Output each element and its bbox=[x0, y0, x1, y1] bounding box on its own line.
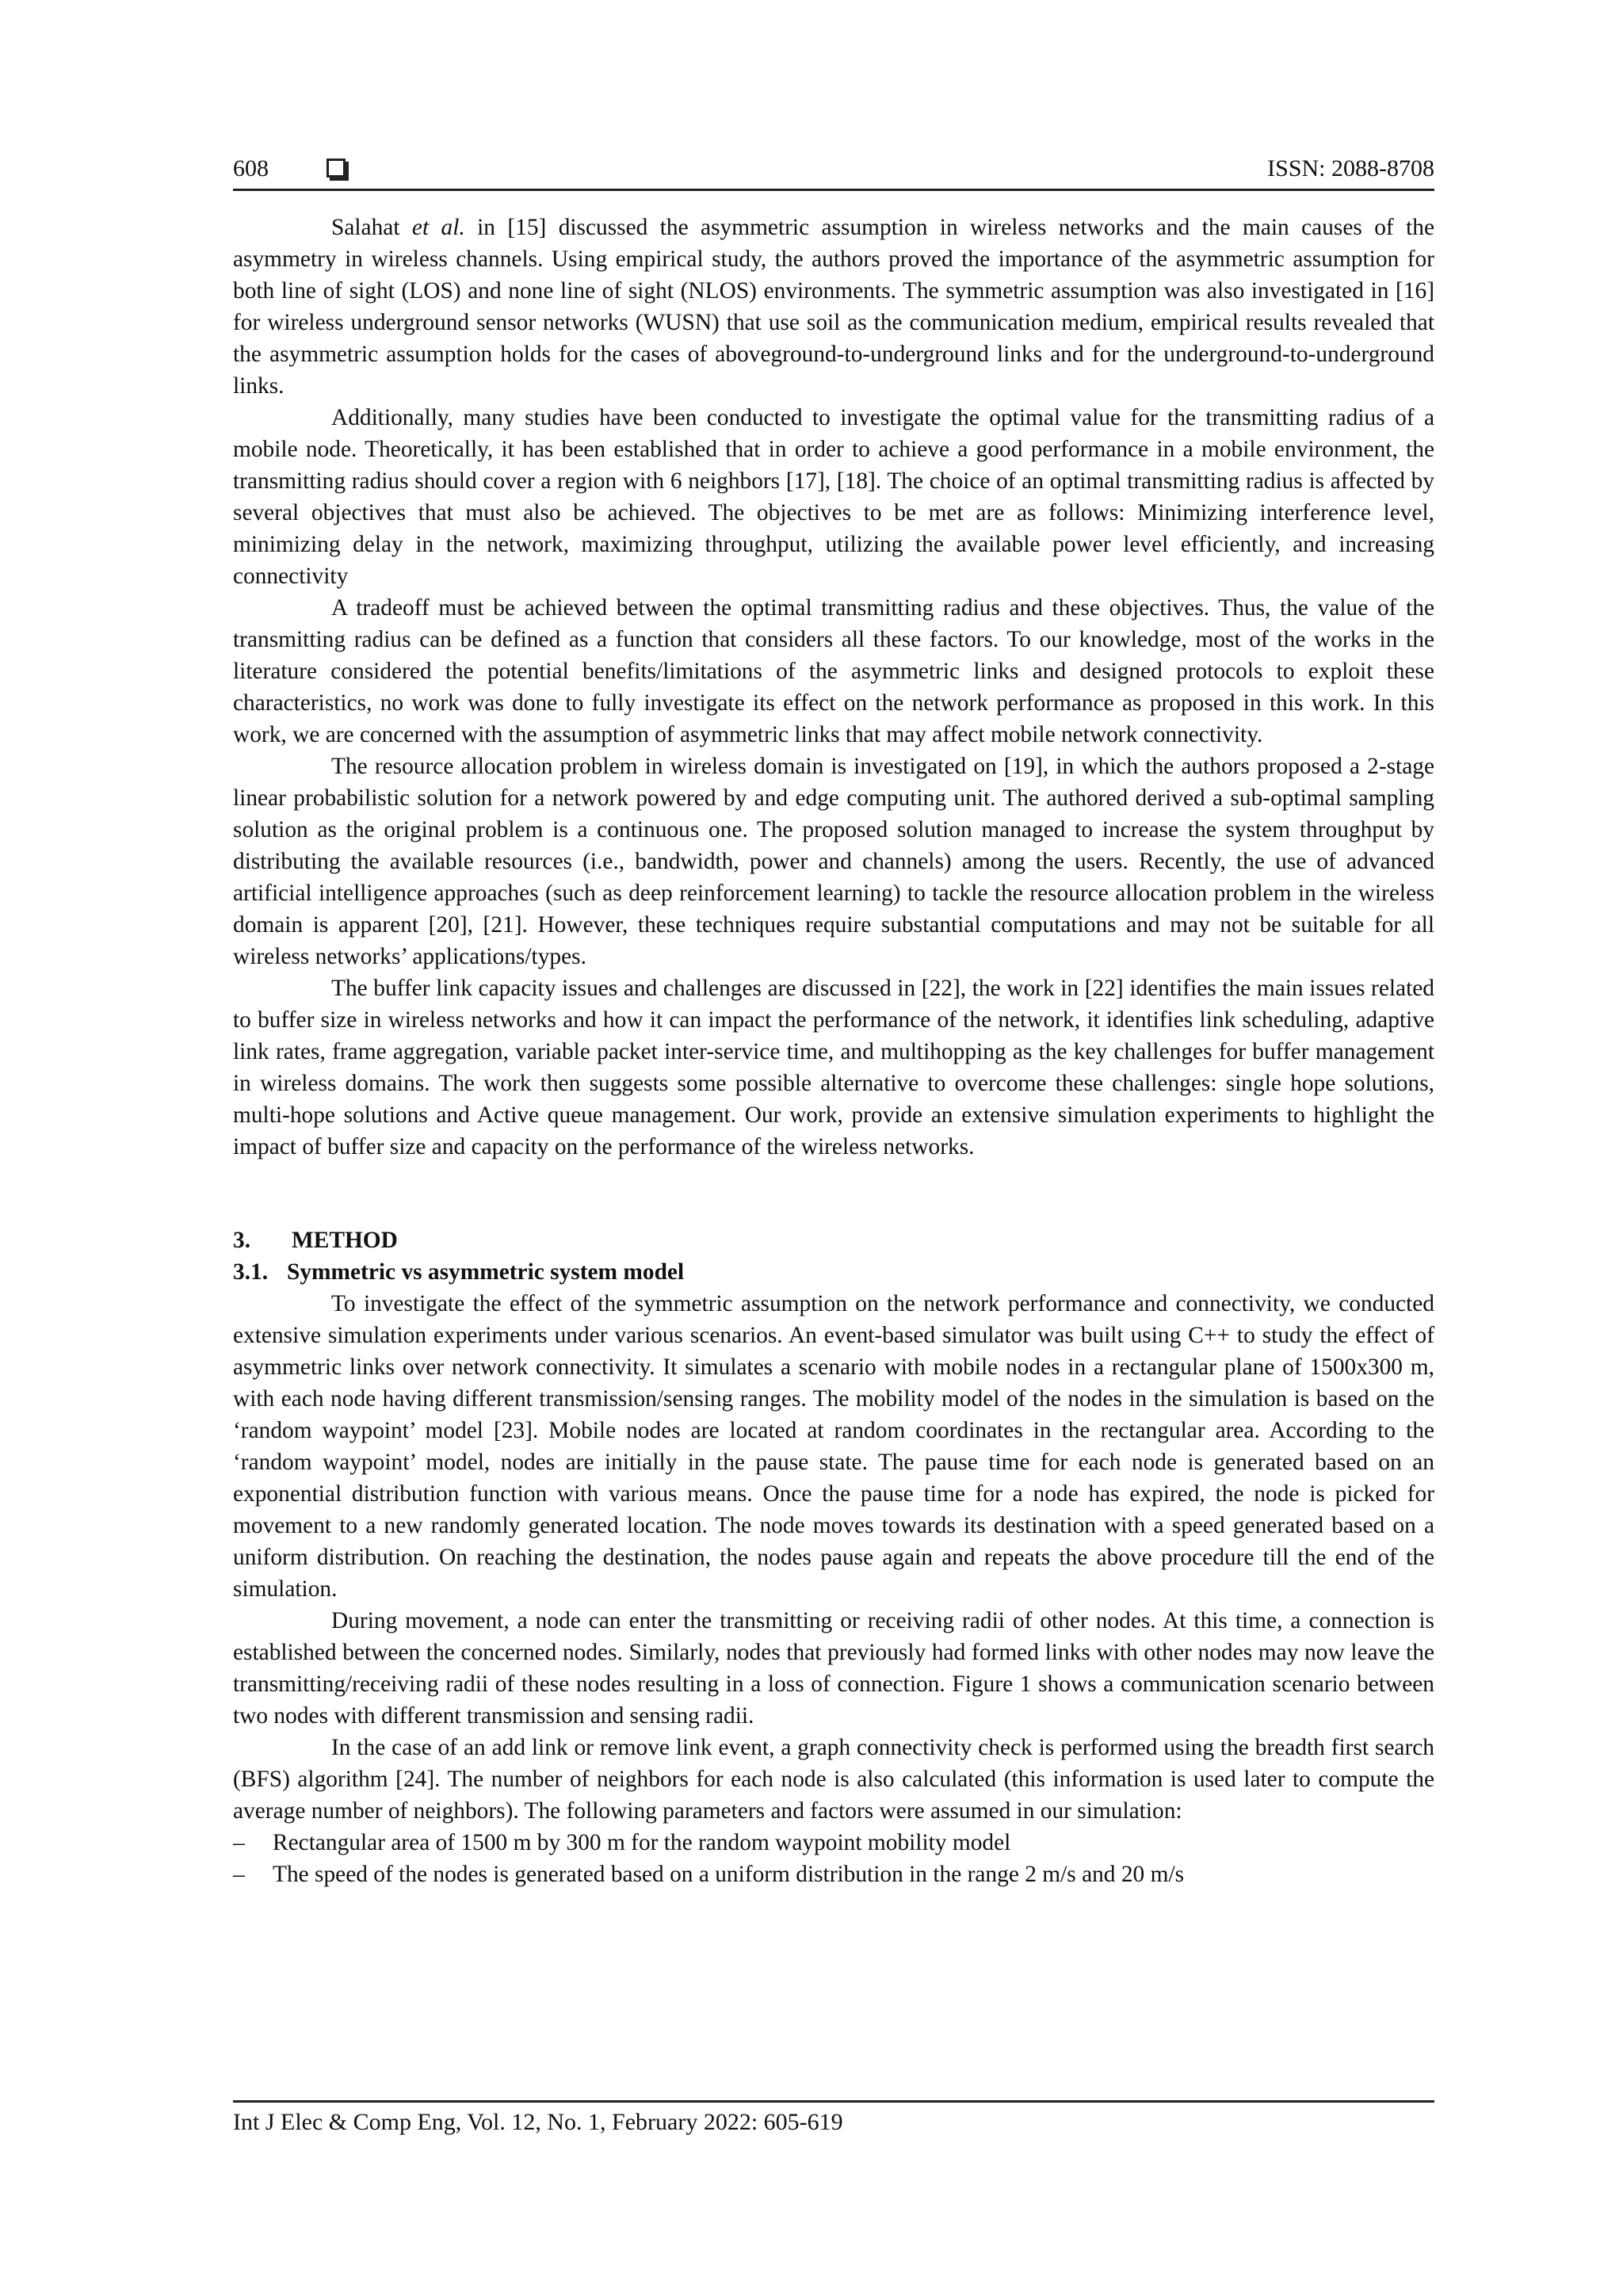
page-number: 608 bbox=[233, 155, 269, 181]
page-footer bbox=[233, 2100, 1434, 2136]
paragraph: The resource allocation problem in wireless domain is investigated on [19], in which the authors proposed a 2-stage linear probabilistic solution for a network powered by and edge computing unit. The authored derived a sub-optimal sampling solution as the original problem is a continuous one. The proposed solution managed to increase the system throughput by distributing the available resources (i.e., bandwidth, power and channels) among the users. Recently, the use of advanced artificial intelligence approaches (such as deep reinforcement learning) to tackle the resource allocation problem in the wireless domain is apparent [20], [21]. However, these techniques require substantial computations and may not be suitable for all wireless networks’ applications/types. bbox=[233, 754, 1434, 969]
page-body bbox=[233, 212, 1434, 1890]
paragraph: To investigate the effect of the symmetric assumption on the network performance and connectivity, we conducted extensive simulation experiments under various scenarios. An event-based simulator was built using C++ to study the effect of asymmetric links over network connectivity. It simulates a scenario with mobile nodes in a rectangular plane of 1500x300 m, with each node having different transmission/sensing ranges. The mobility model of the nodes in the simulation is based on the ‘random waypoint’ model [23]. Mobile nodes are located at random coordinates in the rectangular area. According to the ‘random waypoint’ model, nodes are initially in the pause state. The pause time for each node is generated based on an exponential distribution function with various means. Once the pause time for a node has expired, the node is picked for movement to a new randomly generated location. The node moves towards its destination with a speed generated based on a uniform distribution. On reaching the destination, the nodes pause again and repeats the above procedure till the end of the simulation. bbox=[233, 1291, 1434, 1602]
emphasis: et al. bbox=[411, 215, 465, 240]
square-bullet-icon bbox=[327, 159, 346, 178]
section-heading bbox=[233, 1224, 1434, 1256]
subsection-heading bbox=[233, 1256, 1434, 1288]
paragraph: In the case of an add link or remove link event, a graph connectivity check is performed using the breadth first search (BFS) algorithm [24]. The number of neighbors for each node is also calculated (this information is used later to compute the average number of neighbors). The following parameters and factors were assumed in our simulation: bbox=[233, 1735, 1434, 1824]
issn-label: ISSN: 2088-8708 bbox=[1267, 155, 1434, 181]
dash-bullet: – bbox=[233, 1862, 245, 1887]
list-item: – Rectangular area of 1500 m by 300 m for the random waypoint mobility model bbox=[233, 1827, 1434, 1859]
paragraph: A tradeoff must be achieved between the optimal transmitting radius and these objectives. Thus, the value of the transmitting radius can be defined as a function that considers all these factors. To our knowledge, most of the works in the literature considered the potential benefits/limitations of the asymmetric links and designed protocols to exploit these characteristics, no work was done to fully investigate its effect on the network performance as proposed in this work. In this work, we are concerned with the assumption of asymmetric links that may affect mobile network connectivity. bbox=[233, 595, 1434, 747]
section-title: METHOD bbox=[292, 1228, 398, 1253]
paper-page bbox=[233, 151, 1434, 2243]
section-number: 3. bbox=[233, 1228, 251, 1253]
page-header bbox=[233, 151, 1434, 191]
paragraph: Additionally, many studies have been conducted to investigate the optimal value for the transmitting radius of a mobile node. Theoretically, it has been established that in order to achieve a good performance in a mobile environment, the transmitting radius should cover a region with 6 neighbors [17], [18]. The choice of an optimal transmitting radius is affected by several objectives that must also be achieved. The objectives to be met are as follows: Minimizing interference level, minimizing delay in the network, maximizing throughput, utilizing the available power level efficiently, and increasing connectivity bbox=[233, 405, 1434, 589]
parameter-list bbox=[233, 1827, 1434, 1890]
subsection-title: Symmetric vs asymmetric system model bbox=[287, 1259, 685, 1285]
paragraph: The buffer link capacity issues and challenges are discussed in [22], the work in [22] identifies the main issues related to buffer size in wireless networks and how it can impact the performance of the network, it identifies link scheduling, adaptive link rates, frame aggregation, variable packet inter-service time, and multihopping as the key challenges for buffer management in wireless domains. The work then suggests some possible alternative to overcome these challenges: single hope solutions, multi-hope solutions and Active queue management. Our work, provide an extensive simulation experiments to highlight the impact of buffer size and capacity on the performance of the wireless networks. bbox=[233, 976, 1434, 1159]
journal-citation: Int J Elec & Comp Eng, Vol. 12, No. 1, February 2022: 605-619 bbox=[233, 2109, 843, 2135]
subsection-number: 3.1. bbox=[233, 1259, 269, 1285]
list-item: – The speed of the nodes is generated based on a uniform distribution in the range 2 m/s and 20 m/s bbox=[233, 1859, 1434, 1890]
paragraph: Salahat et al. in [15] discussed the asymmetric assumption in wireless networks and the main causes of the asymmetry in wireless channels. Using empirical study, the authors proved the importance of the asymmetric assumption for both line of sight (LOS) and none line of sight (NLOS) environments. The symmetric assumption was also investigated in [16] for wireless underground sensor networks (WUSN) that use soil as the communication medium, empirical results revealed that the asymmetric assumption holds for the cases of aboveground-to-underground links and for the underground-to-underground links. bbox=[233, 215, 1434, 399]
paragraph: During movement, a node can enter the transmitting or receiving radii of other nodes. At this time, a connection is established between the concerned nodes. Similarly, nodes that previously had formed links with other nodes may now leave the transmitting/receiving radii of these nodes resulting in a loss of connection. Figure 1 shows a communication scenario between two nodes with different transmission and sensing radii. bbox=[233, 1608, 1434, 1729]
dash-bullet: – bbox=[233, 1830, 245, 1855]
